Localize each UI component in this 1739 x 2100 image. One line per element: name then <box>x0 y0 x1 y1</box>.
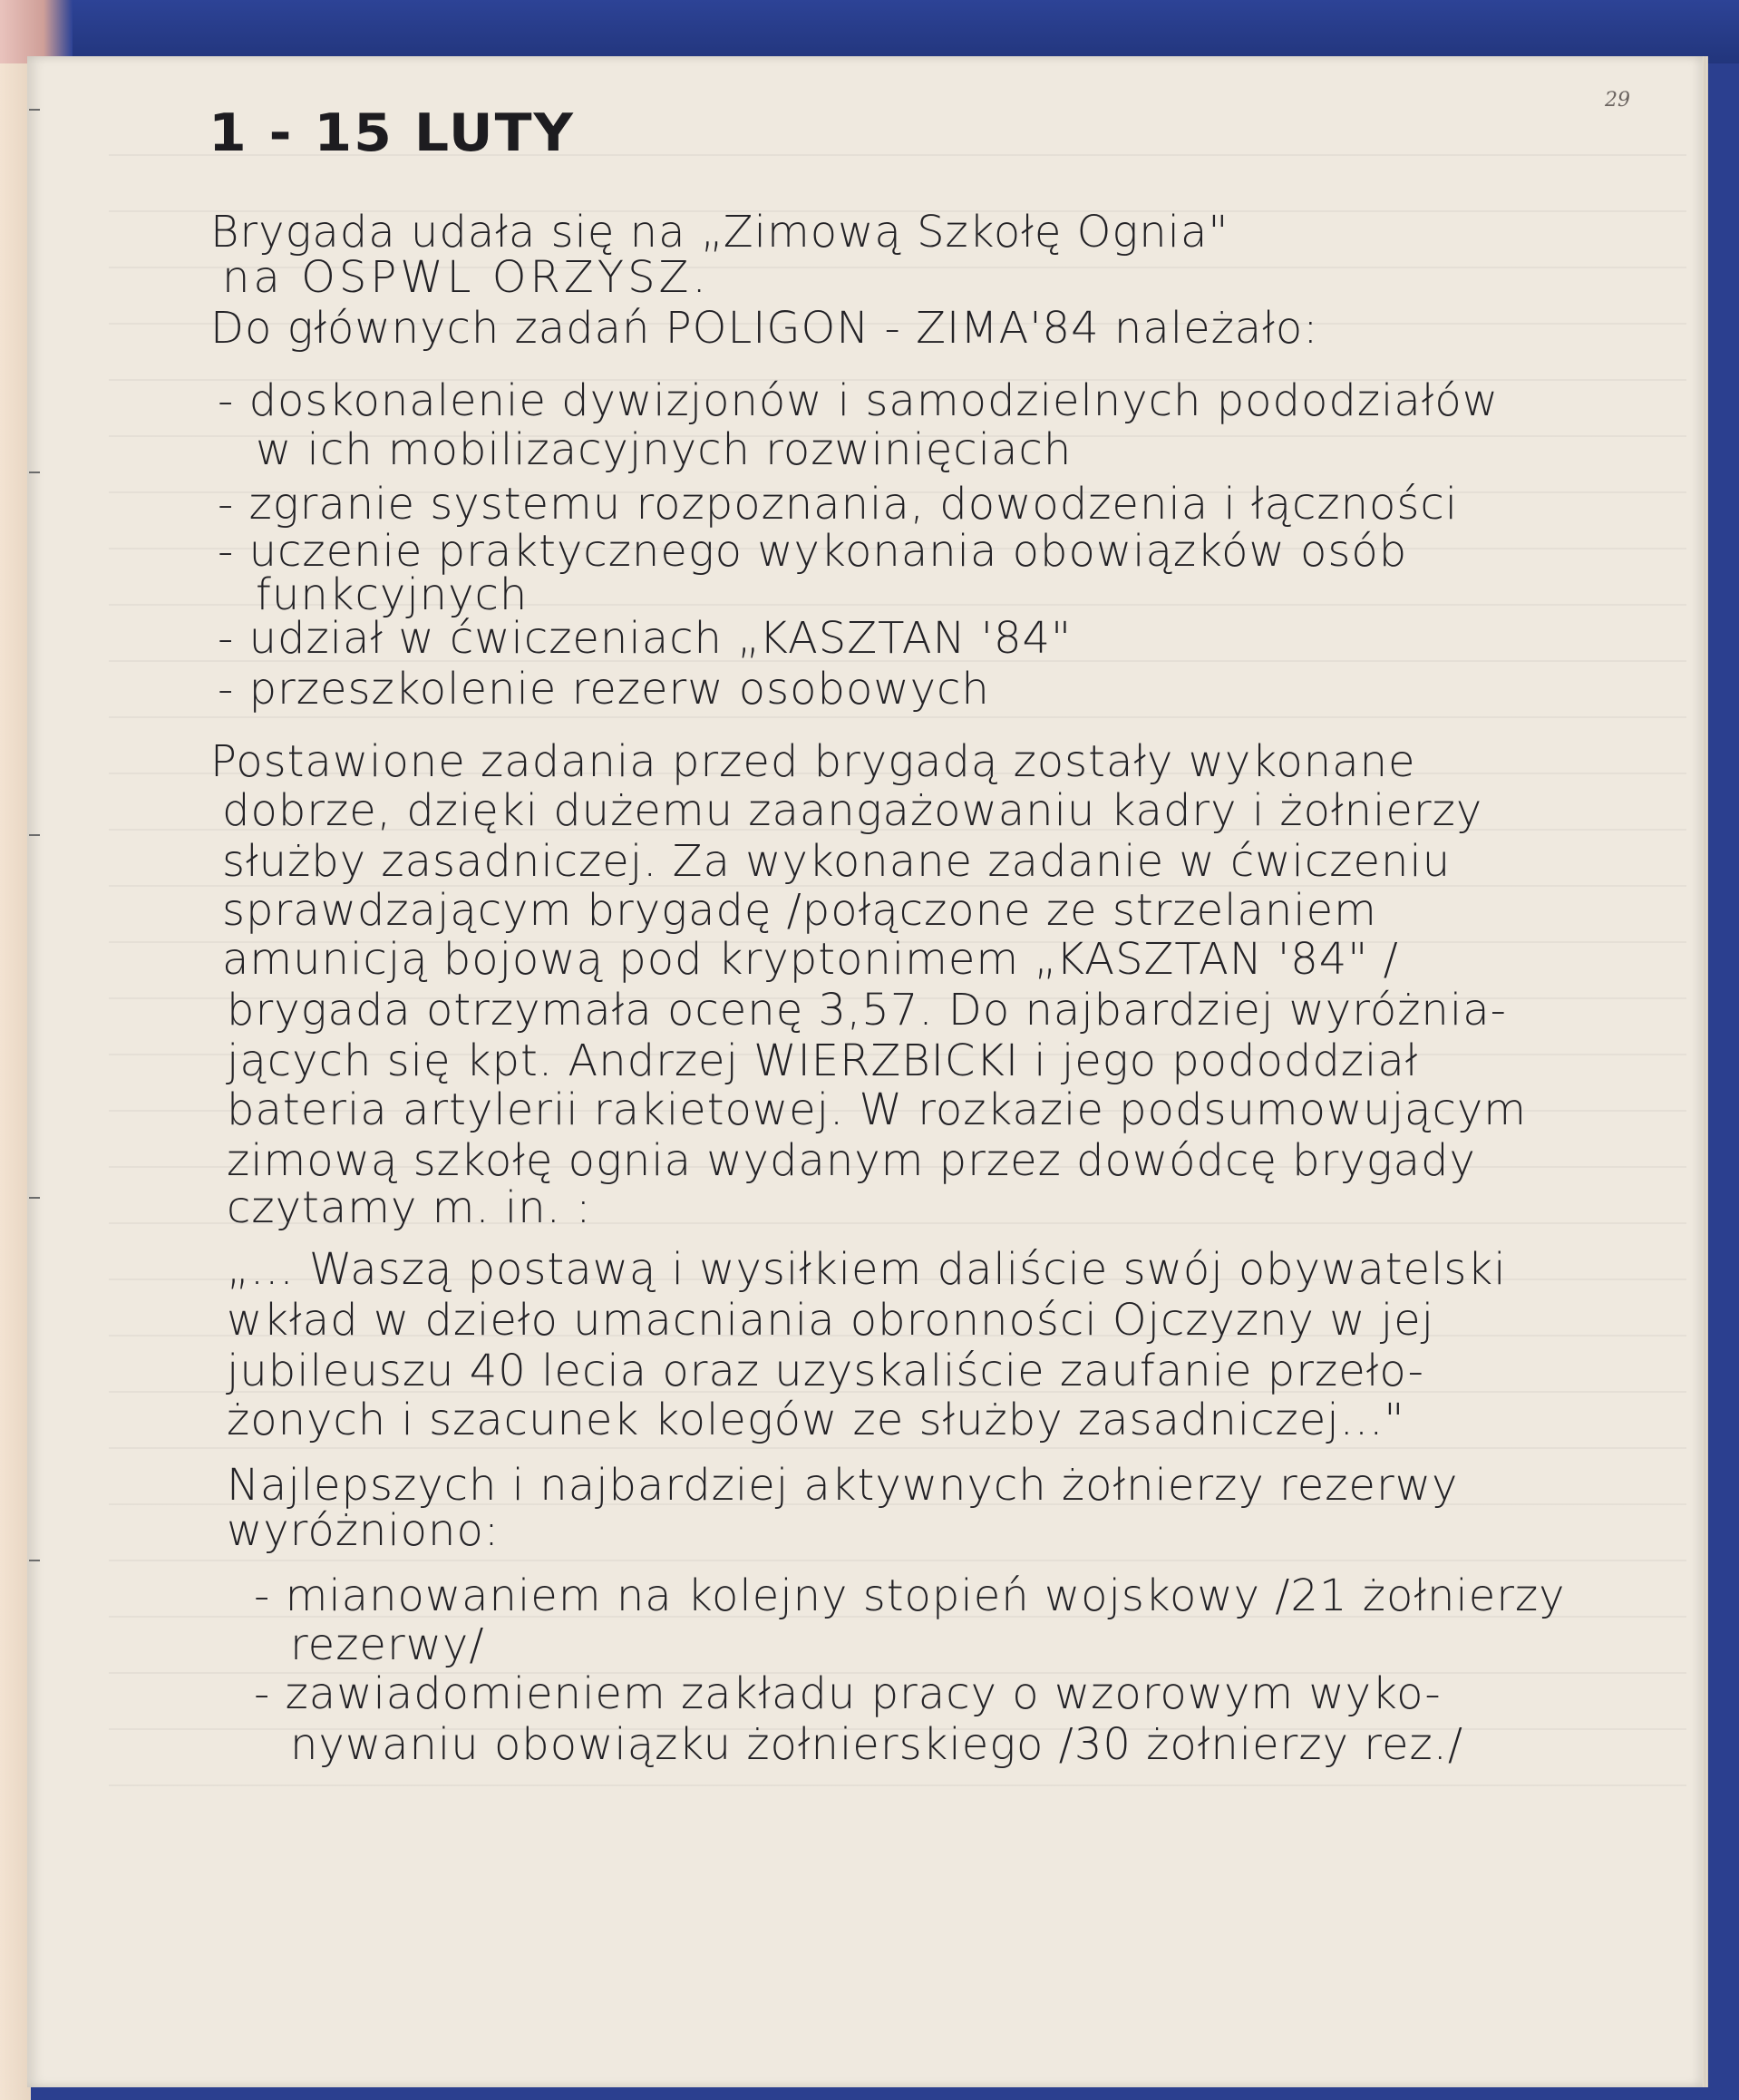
text-line: Postawione zadania przed brygadą zostały wykonane <box>210 736 1416 787</box>
text-line: „... Waszą postawą i wysiłkiem daliście swój obywatelski <box>227 1244 1507 1295</box>
text-line: wkład w dzieło umacniania obronności Ojczyzny w jej <box>227 1295 1434 1346</box>
text-line: w ich mobilizacyjnych rozwinięciach <box>256 424 1073 475</box>
text-line: żonych i szacunek kolegów ze służby zasadniczej..." <box>227 1395 1405 1445</box>
text-line: Najlepszych i najbardziej aktywnych żołnierzy rezerwy <box>227 1460 1459 1511</box>
text-line: - przeszkolenie rezerw osobowych <box>218 664 990 715</box>
text-line: zimową szkołę ognia wydanym przez dowódcę brygady <box>227 1135 1476 1186</box>
text-line: - zawiadomieniem zakładu pracy o wzorowym wyko- <box>254 1668 1442 1719</box>
text-line: Do głównych zadań POLIGON - ZIMA'84 należało: <box>210 303 1319 354</box>
text-line: czytamy m. in. : <box>227 1182 592 1233</box>
text-line: - doskonalenie dywizjonów i samodzielnych pododziałów <box>218 375 1500 426</box>
text-line: jubileuszu 40 lecia oraz uzyskaliście zaufanie przeło- <box>227 1346 1424 1396</box>
text-line: Brygada udała się na „Zimową Szkołę Ognia" <box>210 207 1229 258</box>
text-line: sprawdzającym brygadę /połączone ze strzelaniem <box>222 885 1377 936</box>
text-line: wyróżniono: <box>227 1505 500 1556</box>
text-line: - mianowaniem na kolejny stopień wojskowy /21 żołnierzy <box>254 1570 1566 1621</box>
text-line: służby zasadniczej. Za wykonane zadanie w ćwiczeniu <box>222 836 1452 887</box>
page-title: 1 - 15 LUTY <box>209 102 576 164</box>
text-line: funkcyjnych <box>256 569 529 620</box>
text-line: brygada otrzymała ocenę 3,57. Do najbardziej wyróżnia- <box>227 985 1507 1035</box>
text-line: dobrze, dzięki dużemu zaangażowaniu kadry i żołnierzy <box>222 785 1483 836</box>
text-line: - uczenie praktycznego wykonania obowiązków osób <box>218 526 1408 577</box>
text-line: na OSPWL ORZYSZ. <box>222 252 710 303</box>
text-line: rezerwy/ <box>290 1619 485 1670</box>
text-line: nywaniu obowiązku żołnierskiego /30 żołnierzy rez./ <box>290 1719 1464 1770</box>
page-number: 29 <box>1605 89 1630 112</box>
text-line: jących się kpt. Andrzej WIERZBICKI i jego pododdział <box>227 1035 1419 1086</box>
text-line: - udział w ćwiczeniach „KASZTAN '84" <box>218 613 1073 664</box>
text-line: amunicją bojową pod kryptonimem „KASZTAN '84" / <box>222 934 1399 985</box>
text-line: bateria artylerii rakietowej. W rozkazie podsumowującym <box>227 1084 1528 1135</box>
text-line: - zgranie systemu rozpoznania, dowodzenia i łączności <box>218 479 1459 530</box>
